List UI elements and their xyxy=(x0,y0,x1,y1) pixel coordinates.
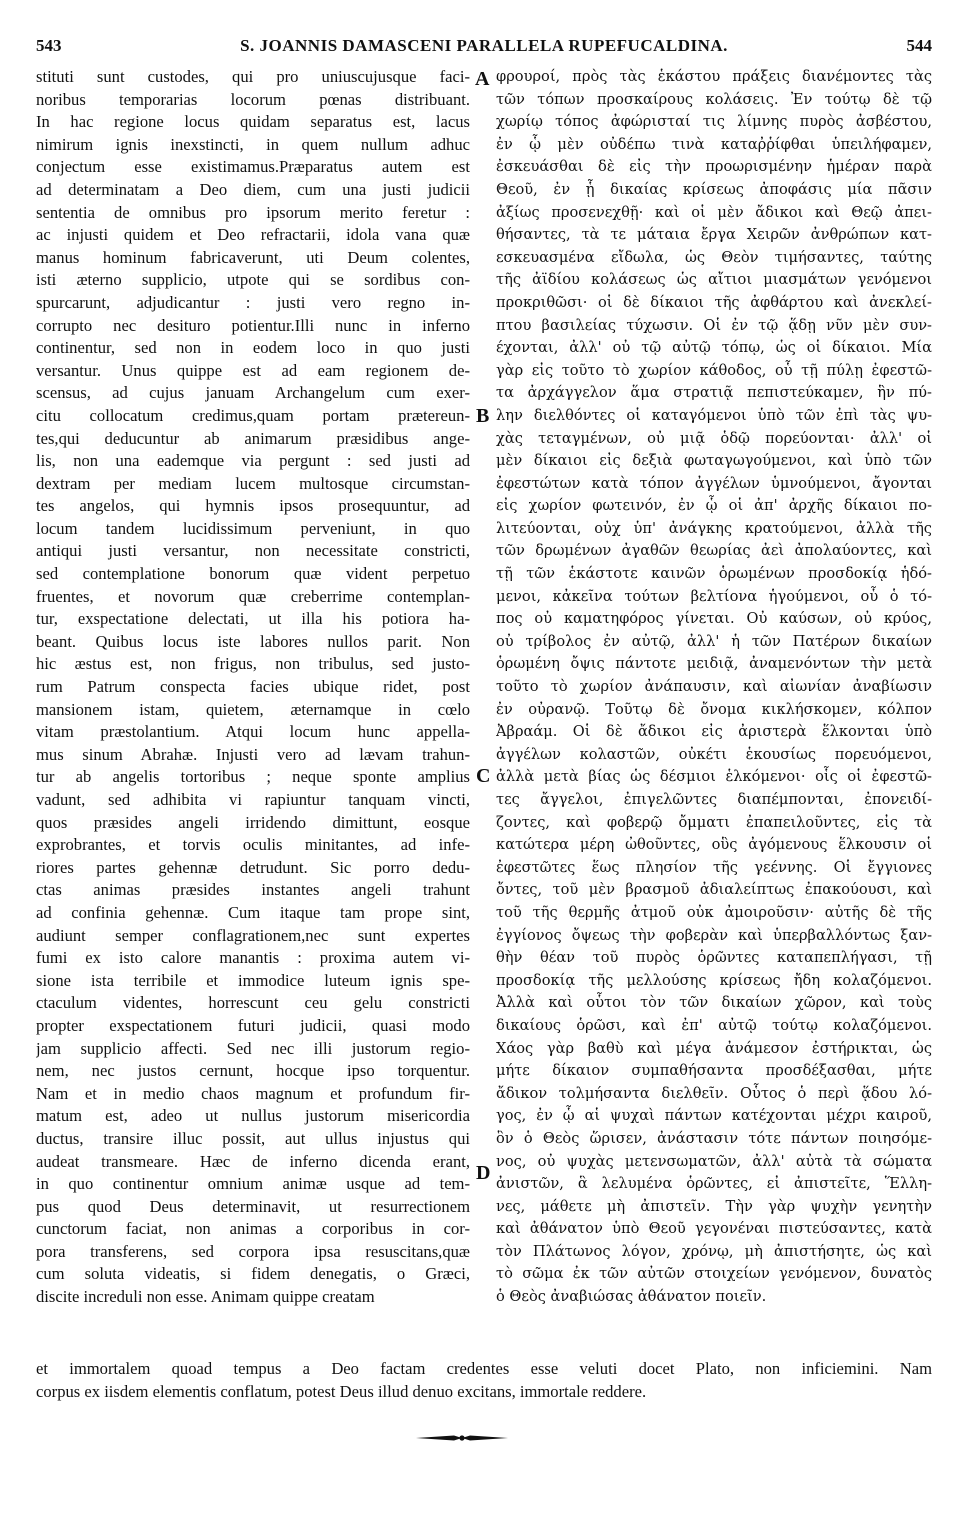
latin-text-line: locum tandem lucidissimum perveniunt, in quo xyxy=(36,518,470,538)
greek-text-line: λην διελθόντες οἱ καταγόμενοι ὑπὸ τῶν ἐπὶ τὰς ψυ- xyxy=(496,406,932,424)
greek-text-line: Χάος γὰρ βαθὺ καὶ μέγα ἀνάμεσον ἐστήρικται, ὡς xyxy=(496,1039,932,1057)
latin-text-line: riores partes gehennæ detrudunt. Sic porro dedu- xyxy=(36,857,470,877)
greek-text-line: προσδοκίᾳ τῆς μελλούσης κρίσεως ἤδη κολαζόμενοι. xyxy=(496,971,932,989)
latin-text-line: tur, exspectatione delectati, ut illa his potiora ha- xyxy=(36,609,470,629)
running-header xyxy=(36,36,932,58)
latin-text-line: citu collocatum credimus,quam portam prætereun- xyxy=(36,405,470,425)
greek-column xyxy=(496,66,932,1309)
greek-text-line: εἰς χωρίον φωτεινόν, ἐν ᾧ οἱ ἀπ' ἀρχῆς δίκαιοι πο- xyxy=(496,497,932,515)
full-width-text-line: et immortalem quoad tempus a Deo factam credentes esse veluti docet Plato, non inficiemini. Nam xyxy=(36,1359,932,1378)
greek-text-line: ἐν ᾧ μὲν οὐδέπω τινὰ καταῤῥίφθαι ὑπειλήφαμεν, xyxy=(496,135,932,153)
latin-text-line: stituti sunt custodes, qui pro uniuscujusque faci- xyxy=(36,67,470,86)
latin-text-line: cunctorum faciat, non animas a corporibus in cor- xyxy=(36,1219,470,1239)
greek-text-line: τοῦ τῆς θερμῆς ἀτμοῦ οὐκ ἀμοιροῦσιν· αὐτῆς δὲ τῆς xyxy=(496,903,932,921)
greek-text-line: ὁρωμένη ὄψις πάντοτε μειδιᾷ, ἀναμενόντων τὴν μετὰ xyxy=(496,655,932,673)
greek-text-line: τῇ τῶν ἑκάστοτε καινῶν ὁρωμένων προσδοκίᾳ ἡδό- xyxy=(496,565,932,583)
greek-text-line: ἀλλὰ μετὰ βίας ὡς δέσμιοι ἑλκόμενοι· οἷς οἱ ἐφεστῶ- xyxy=(496,768,932,786)
greek-text-line: θὴν θέαν τοῦ πυρὸς ὁρῶντες καταπεπλήγασι, τῇ xyxy=(496,949,932,967)
latin-text-line: fruentes, et novorum quæ creberrime contemplan- xyxy=(36,586,470,606)
greek-text-line: ζοντες, καὶ φοβερῷ ὄμματι ἐπαπειλοῦντες, εἰς τὰ xyxy=(496,813,932,831)
full-width-text xyxy=(36,1358,932,1403)
greek-text-line: τῶν τόπων προσκαίρους κολάσεις. Ἐν τούτῳ δὲ τῷ xyxy=(496,90,932,108)
latin-text-line: spurcarunt, adjudicantur : justi vero regno in- xyxy=(36,292,470,312)
latin-text-line: nimirum ignis inexstincti, in quem nullum adhuc xyxy=(36,134,470,154)
latin-text-line: in quo continentur omnium animæ usque ad tem- xyxy=(36,1174,470,1194)
latin-text-line: cum soluta videatis, si fidem denegatis, o Græci, xyxy=(36,1264,470,1284)
greek-text-line: ἐγγίονος ὄψεως τὴν φοβερὰν καὶ ὑπερβαλλόντως ξαν- xyxy=(496,926,932,944)
latin-text-line: beant. Quibus locus iste labores nullos parit. Non xyxy=(36,631,470,651)
greek-text-line: ἐν οὐρανῷ. Τοῦτῳ δὲ ὄνομα κικλήσκομεν, κόλπον xyxy=(496,700,932,718)
latin-text-line: noribus temporarias locorum pœnas distribuant. xyxy=(36,89,470,109)
greek-text-line: χωρίῳ τόπος ἀφώρισταί τις λίμνης πυρὸς ἀσβέστου, xyxy=(496,113,932,131)
greek-text-line: μενοι, κἀκεῖνα τούτων βελτίονα ἡγούμενοι, οὗ ὁ τό- xyxy=(496,587,932,605)
greek-text-line: τὸν Πλάτωνος λόγον, χρόνῳ, μὴ ἀπιστήσητε, ὡς καὶ xyxy=(496,1242,932,1260)
greek-text-line: γος, ἐν ᾧ αἱ ψυχαὶ πάντων κατέχονται μέχρι καιροῦ, xyxy=(496,1107,932,1125)
latin-text-line: corrupto nec desituro potientur.Illi nunc in inferno xyxy=(36,315,470,335)
greek-text-line: ἐσκευάσθαι δὲ εἰς τὴν προωρισμένην ἡμέραν παρὰ xyxy=(496,158,932,176)
section-marker-c: C xyxy=(476,765,491,787)
latin-text-line: tes,qui deducuntur ab animarum præsidibus ange- xyxy=(36,428,470,448)
latin-text-line: ctaculum videntes, horrescunt ceu gelu constricti xyxy=(36,993,470,1013)
greek-text-line: τα ἀρχάγγελον ἅμα στρατιᾷ πεπιστεύκαμεν, ἣν πύ- xyxy=(496,384,932,402)
greek-text-line: ἐφεστῶτες ἕως πλησίον τῆς γεέννης. Οἱ ἔγγιονες xyxy=(496,858,932,876)
latin-text-line: lis, non una eademque via pergunt : sed justi ad xyxy=(36,451,470,471)
latin-text-line: sententia de omnibus pro ipsorum merito feretur : xyxy=(36,202,470,222)
latin-text-line: exprobrantes, et torvis oculis minitantes, ad infe- xyxy=(36,835,470,855)
greek-text-line: ἀγγέλων κολαστῶν, οὐκέτι ἑκουσίως πορευόμενοι, xyxy=(496,745,932,763)
greek-text-line: νες, μάθετε μὴ ἀπιστεῖν. Τὴν γὰρ ψυχὴν γενητὴν xyxy=(496,1197,932,1215)
end-ornament-icon xyxy=(414,1430,510,1446)
latin-text-line: quos præsides angeli irridendo dimittunt, eosque xyxy=(36,812,470,832)
greek-text-line: προκριθῶσι· οἱ δὲ δίκαιοι τῆς ἀφθάρτου καὶ ἀνεκλεί- xyxy=(496,293,932,311)
latin-text-line: propter exspectationem futuri judicii, quasi modo xyxy=(36,1015,470,1035)
latin-text-line: audeat transmeare. Hæc de inferno dicenda erant, xyxy=(36,1151,470,1171)
greek-text-line: Ἀλλὰ καὶ οὗτοι τὸν τῶν δικαίων χῶρον, καὶ τοὺς xyxy=(496,994,932,1012)
page-number-left: 543 xyxy=(36,36,62,55)
latin-text-line: In hac regione locus quidam separatus est, lacus xyxy=(36,112,470,132)
greek-text-line: μήτε δίκαιον συμπαθήσαντα προσδέξασθαι, μήτε xyxy=(496,1062,932,1080)
latin-text-line: Nam et in medio chaos magnum et profundum fir- xyxy=(36,1083,470,1103)
latin-column xyxy=(36,66,470,1309)
latin-text-line: conjectum esse existimamus.Præparatus autem est xyxy=(36,157,470,177)
greek-text-line: λιτεύονται, οὐχ ὑπ' ἀνάγκης κρατούμενοι, ἀλλὰ τῆς xyxy=(496,519,932,537)
latin-text-line: sed contemplatione bonorum quæ vident perpetuo xyxy=(36,564,470,584)
greek-text-line: δικαίους ὁρῶσι, καὶ ἐπ' αὐτῷ τούτῳ κολαζόμενοι. xyxy=(496,1016,932,1034)
latin-text-line: audiunt semper conflagrationem,nec sunt expertes xyxy=(36,925,470,945)
latin-text-line: discite increduli non esse. Animam quippe creatam xyxy=(36,1287,375,1307)
running-title: S. JOANNIS DAMASCENI PARALLELA RUPEFUCALDINA. xyxy=(240,36,728,55)
greek-text-line: οὐ τρίβολος ἐν αὐτῷ, ἀλλ' ἡ τῶν Πατέρων δικαίων xyxy=(496,632,932,650)
greek-text-line: ἐφεστώτων κατὰ τόπον ἀγγέλων ὑμνούμενοι, ἄγονται xyxy=(496,474,932,492)
greek-text-line: πτου βασιλείας τύχωσιν. Οἱ ἐν τῷ ᾅδῃ νῦν μὲν συν- xyxy=(496,316,932,334)
greek-text-line: τοῦτο τὸ χωρίον ἀνάπαυσιν, καὶ αἰωνίαν ἀναβίωσιν xyxy=(496,678,932,696)
greek-text-line: γὰρ εἰς τοῦτο τὸ χωρίον κάθοδος, οὗ τῇ πύλῃ ἐφεστῶ- xyxy=(496,361,932,379)
latin-text-line: scensus, ad cujus januam Archangelum cum exer- xyxy=(36,383,470,403)
latin-text-line: tur ab angelis tortoribus ; neque sponte amplius xyxy=(36,767,470,787)
greek-text-line: καὶ ἀθάνατον ὑπὸ Θεοῦ γεγονέναι πιστεύσαντες, κατὰ xyxy=(496,1220,932,1238)
latin-text-line: antiqui justi versantur, non necessitate constricti, xyxy=(36,541,470,561)
latin-text-line: isti æterno supplicio, utpote qui se sordibus con- xyxy=(36,270,470,290)
latin-text-line: vadunt, sed adhibita vi rapiuntur tanquam vincti, xyxy=(36,790,470,809)
greek-text-line: ἀνιστῶν, ἃ λελυμένα ὁρῶντες, εἰ ἀπιστεῖτε, Ἕλλη- xyxy=(496,1175,932,1193)
latin-text-line: manus hominum fabricaverunt, uti Deum colentes, xyxy=(36,247,470,267)
greek-text-line: ὄντες, τοῦ μὲν βρασμοῦ ἀδιαλείπτως ἐπακούουσι, καὶ xyxy=(496,881,932,899)
greek-text-line: έχονται, ἀλλ' οὐ τῷ αὐτῷ τόπῳ, ὡς οἱ δίκαιοι. Μία xyxy=(496,339,932,357)
greek-text-line: μὲν δίκαιοι εἰς δεξιὰ φωταγωγούμενοι, καὶ ὑπὸ τῶν xyxy=(496,452,932,470)
greek-text-line: ἀξίως προσενεχθῇ· καὶ οἱ μὲν ἄδικοι καὶ Θεῷ ἀπει- xyxy=(496,203,932,221)
full-width-text-line: corpus ex iisdem elementis conflatum, potest Deus illud denuo excitans, immortale reddere. xyxy=(36,1381,647,1401)
latin-text-line: pora transferens, sed corpora ipsa resuscitans,quæ xyxy=(36,1241,470,1261)
latin-text-line: nem, nec justos cernunt, hocque ipso torquentur. xyxy=(36,1061,470,1081)
latin-text-line: hic æstus est, non frigus, non tribulus, sed justo- xyxy=(36,654,470,674)
latin-text-line: continentur, sed non in eodem loco in quo justi xyxy=(36,338,470,358)
greek-text-line: θήσαντες, τὰ τε μάταια ἔργα Χειρῶν ἀνθρώπων κατ- xyxy=(496,226,932,244)
latin-text-line: dextram per mediam lucem multosque circumstan- xyxy=(36,473,470,493)
greek-text-line: ἄδικον τολμήσαντα διελθεῖν. Οὗτος ὁ περὶ ᾅδου λό- xyxy=(496,1084,932,1102)
greek-text-line: ὁ Θεὸς ἀναβιώσας ἀθάνατον ποιεῖν. xyxy=(496,1288,767,1306)
latin-text-line: versantur. Unus quippe est ad eam regionem de- xyxy=(36,360,470,380)
section-marker-d: D xyxy=(476,1162,491,1184)
greek-text-line: νος, οὐ ψυχὰς μετενσωματῶν, ἀλλ' αὐτὰ τὰ σώματα xyxy=(496,1152,932,1170)
greek-text-line: τες ἄγγελοι, ἐπιγελῶντες διαπέμπονται, ἐπονειδί- xyxy=(496,791,932,808)
latin-text-line: ad determinatam a Deo diem, cum una justi judicii xyxy=(36,179,470,199)
greek-text-line: ὃν ὁ Θεὸς ὥρισεν, ἀνάστασιν τότε πάντων ποιησόμε- xyxy=(496,1129,932,1147)
greek-text-line: εσκευασμένα εἴδωλα, ὡς Θεὸν τιμήσαντες, ταύτης xyxy=(496,248,932,266)
greek-text-line: Θεοῦ, ἐν ᾗ δικαίας κρίσεως ἀποφάσις μία πᾶσιν xyxy=(496,180,932,198)
latin-text-line: mus sinum Abrahæ. Injusti vero ad lævam trahun- xyxy=(36,744,470,764)
latin-text-line: rum Patrum conspecta facies ubique ridet, post xyxy=(36,677,470,697)
latin-text-line: ctas animas præsides instantes angeli trahunt xyxy=(36,880,470,900)
latin-text-line: mansionem istam, quietem, æternamque in cœlo xyxy=(36,699,470,719)
section-marker-a: A xyxy=(475,68,490,90)
greek-text-line: φρουροί, πρὸς τὰς ἑκάστου πράξεις διανέμοντες τὰς xyxy=(496,68,932,85)
latin-text-line: ac injusti quidem et Deo refractarii, idola vana quæ xyxy=(36,225,470,245)
greek-text-line: χὰς τεταγμένων, οὐ μιᾷ ὁδῷ πορεύονται· ἀλλ' οἱ xyxy=(496,429,932,447)
latin-text-line: vitam præstolantium. Atqui locum hunc appella- xyxy=(36,722,470,742)
greek-text-line: τῆς ἀϊδίου κολάσεως ὡς αἴτιοι μιασμάτων γενόμενοι xyxy=(496,271,932,289)
latin-text-line: ductus, transire illuc possit, aut ullus injustus qui xyxy=(36,1128,470,1148)
latin-text-line: jam supplicio affecti. Sed nec illi justorum regio- xyxy=(36,1038,470,1058)
latin-text-line: matum est, adeo ut nullus justorum misericordia xyxy=(36,1106,470,1126)
latin-text-line: tes angelos, qui hymnis ipsos prosequuntur, ad xyxy=(36,496,470,516)
latin-text-line: ad confinia gehennæ. Cum itaque tam prope sint, xyxy=(36,902,470,922)
latin-text-line: sione ista terribile et immodice luteum ignis spe- xyxy=(36,970,470,990)
greek-text-line: τὸ σῶμα ἐκ τῶν αὐτῶν στοιχείων γενόμενον, δυνατὸς xyxy=(496,1265,932,1283)
greek-text-line: τῶν δρωμένων ἀγαθῶν θεωρίας ἀεὶ ἀπολαύοντες, καὶ xyxy=(496,542,932,560)
latin-text-line: fumi ex isto calore manantis : proxima autem vi- xyxy=(36,948,470,968)
page-number-right: 544 xyxy=(906,36,932,55)
greek-text-line: πος οὐ καματηφόρος γίνεται. Οὐ καύσων, οὐ κρύος, xyxy=(496,610,932,628)
section-marker-b: B xyxy=(476,405,490,427)
greek-text-line: κατώτερα μέρη ὠθοῦντες, οὓς ἀγόμενους ἕλκουσιν οἱ xyxy=(496,836,932,854)
greek-text-line: Ἀβραάμ. Οἱ δὲ ἄδικοι εἰς ἀριστερὰ ἕλκονται ὑπὸ xyxy=(496,723,932,741)
latin-text-line: pus quod Deus determinavit, ut resurrectionem xyxy=(36,1196,470,1216)
